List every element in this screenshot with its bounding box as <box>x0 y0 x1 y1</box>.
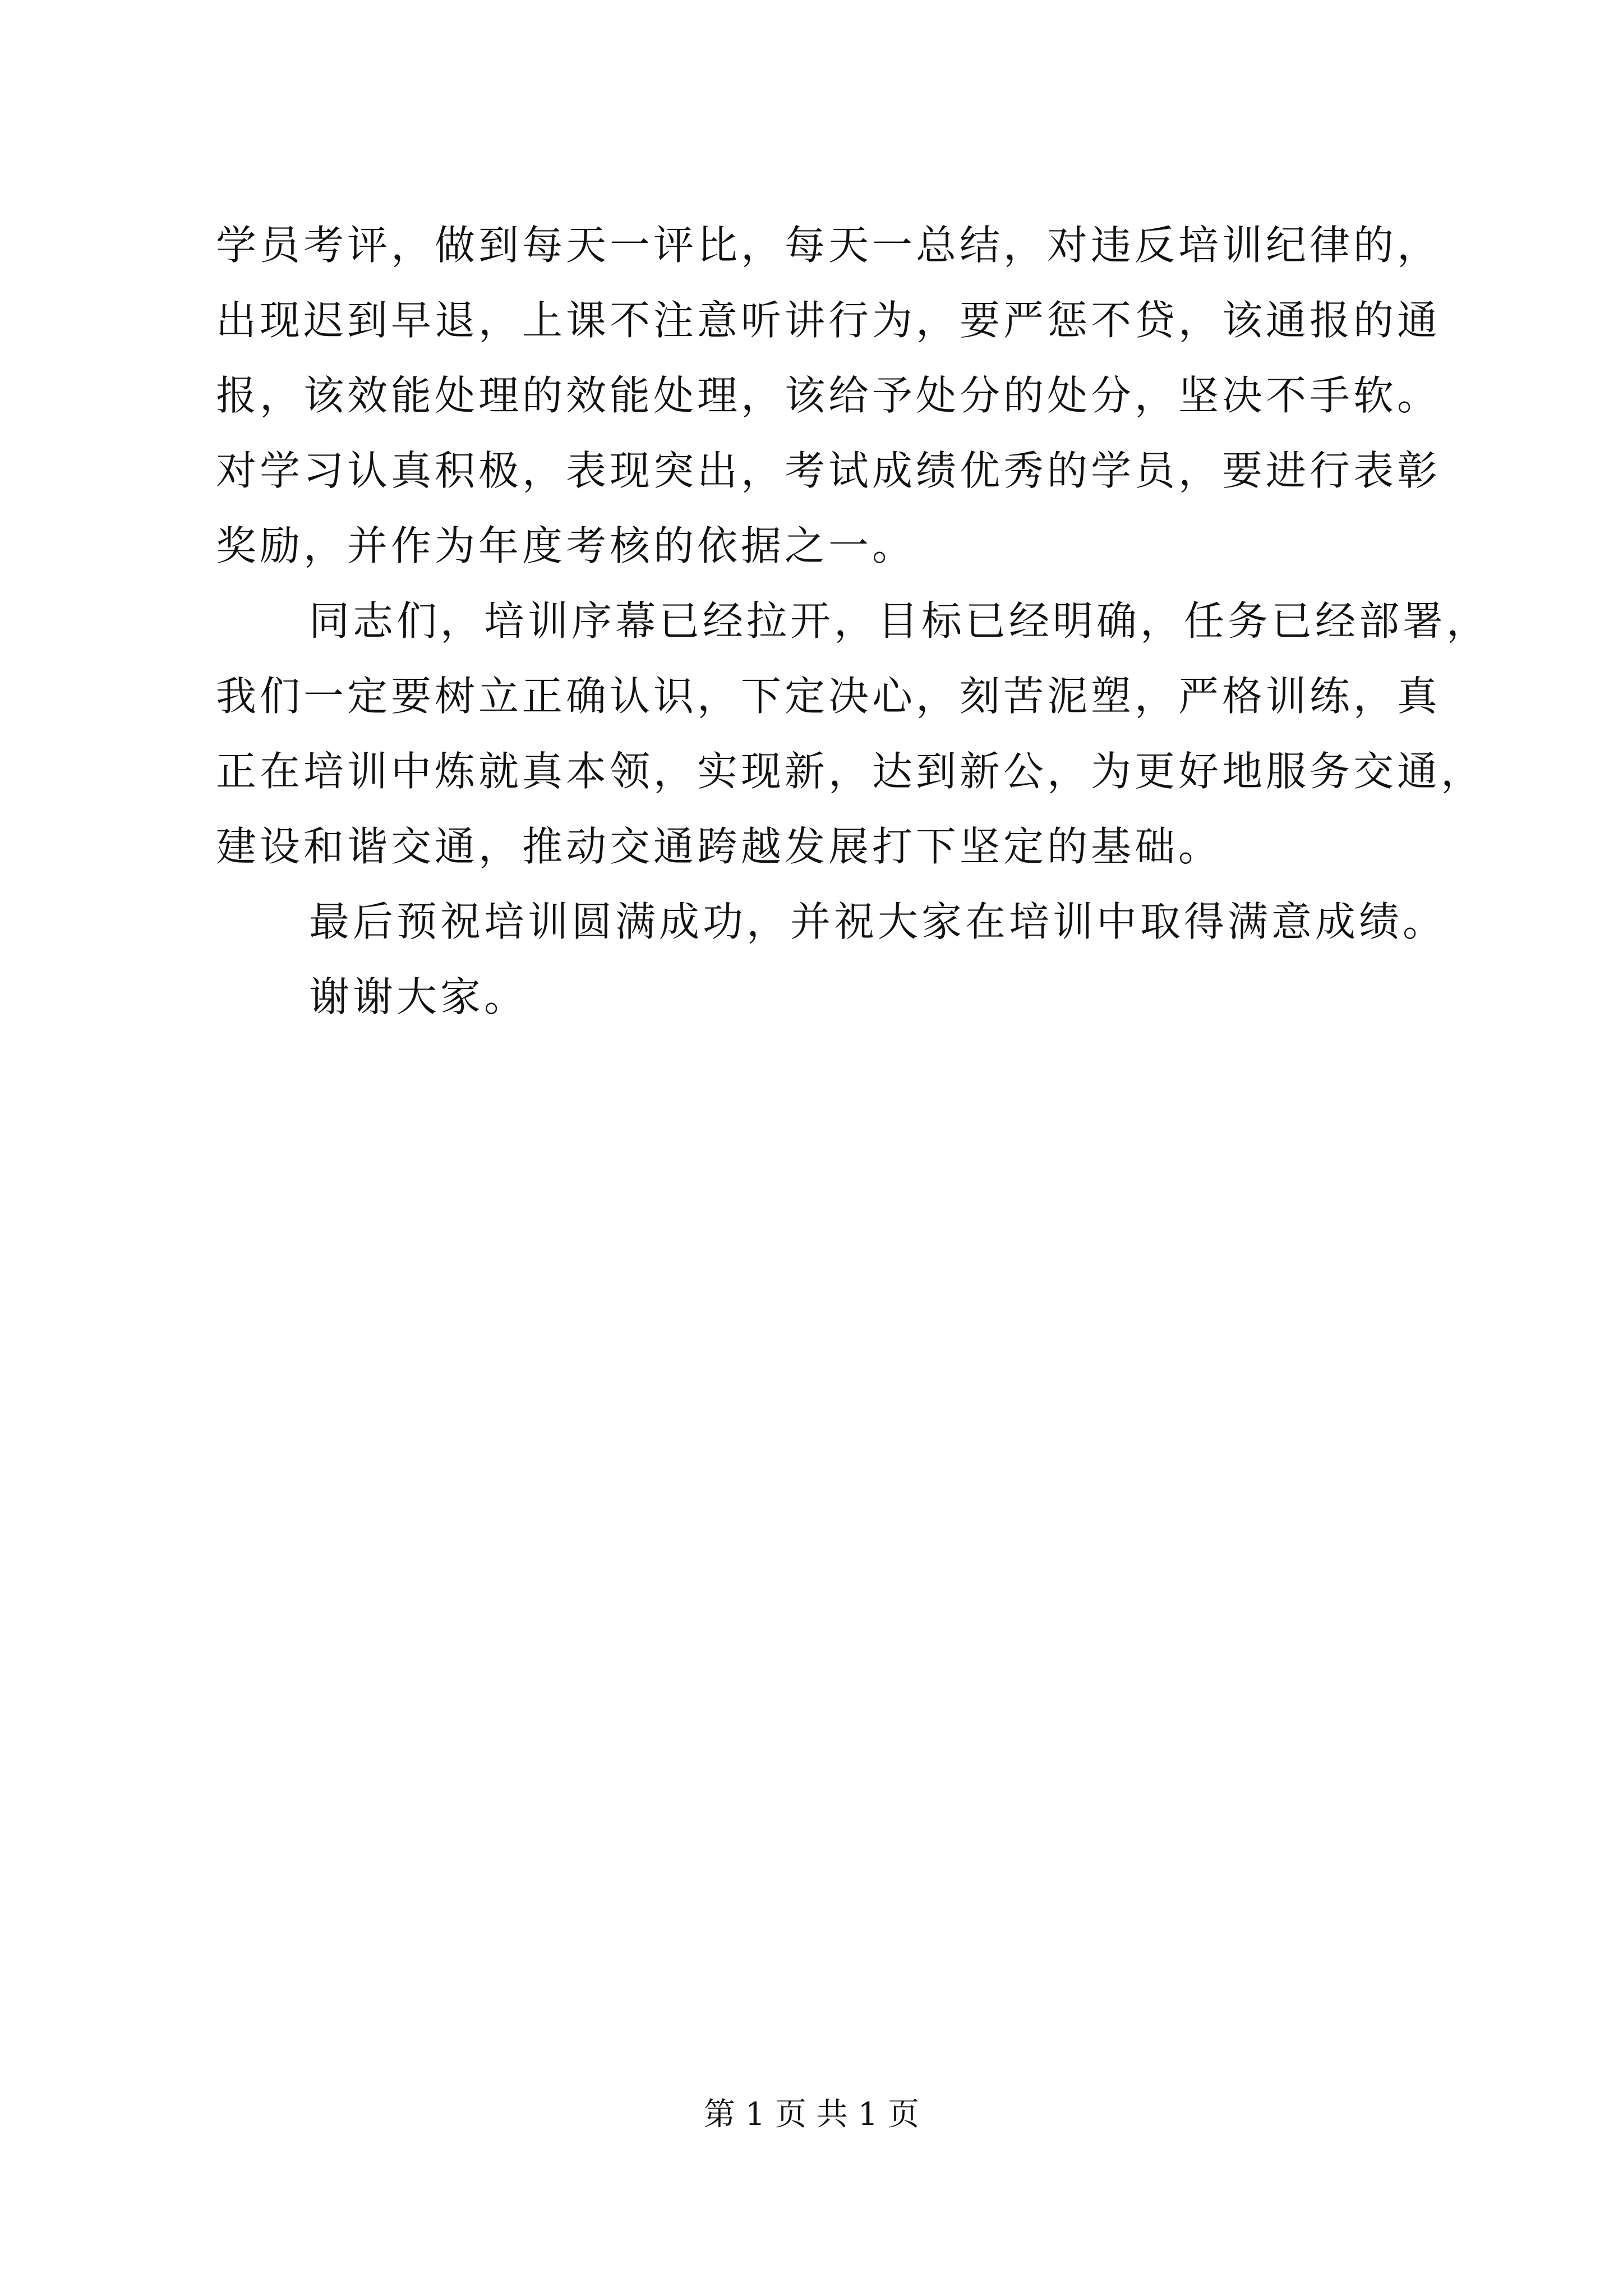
text-line: 正在培训中炼就真本领，实现新，达到新公，为更好地服务交通， <box>216 748 1485 795</box>
text-line: 建设和谐交通，推动交通跨越发展打下坚定的基础。 <box>216 823 1223 870</box>
page-number-footer: 第 1 页 共 1 页 <box>703 2096 920 2133</box>
text-line: 谢谢大家。 <box>309 973 528 1020</box>
paragraph-2 <box>216 583 1491 884</box>
text-line: 学员考评，做到每天一评比，每天一总结，对违反培训纪律的， <box>216 222 1441 269</box>
text-line: 我们一定要树立正确认识，下定决心，刻苦泥塑，严格训练，真 <box>216 673 1441 720</box>
paragraph-4 <box>216 959 1438 1034</box>
text-line: 对学习认真积极，表现突出，考试成绩优秀的学员，要进行表彰 <box>216 447 1441 494</box>
text-line: 出现迟到早退，上课不注意听讲行为，要严惩不贷，该通报的通 <box>216 297 1441 344</box>
paragraph-1 <box>216 208 1441 583</box>
document-body <box>216 208 1491 1034</box>
text-line: 同志们，培训序幕已经拉开，目标已经明确，任务已经部署， <box>309 597 1491 645</box>
paragraph-3 <box>216 884 1447 959</box>
text-line: 报，该效能处理的效能处理，该给予处分的处分，坚决不手软。 <box>216 372 1441 419</box>
text-line: 最后预祝培训圆满成功，并祝大家在培训中取得满意成绩。 <box>309 898 1447 945</box>
text-line: 奖励，并作为年度考核的依据之一。 <box>216 522 916 569</box>
